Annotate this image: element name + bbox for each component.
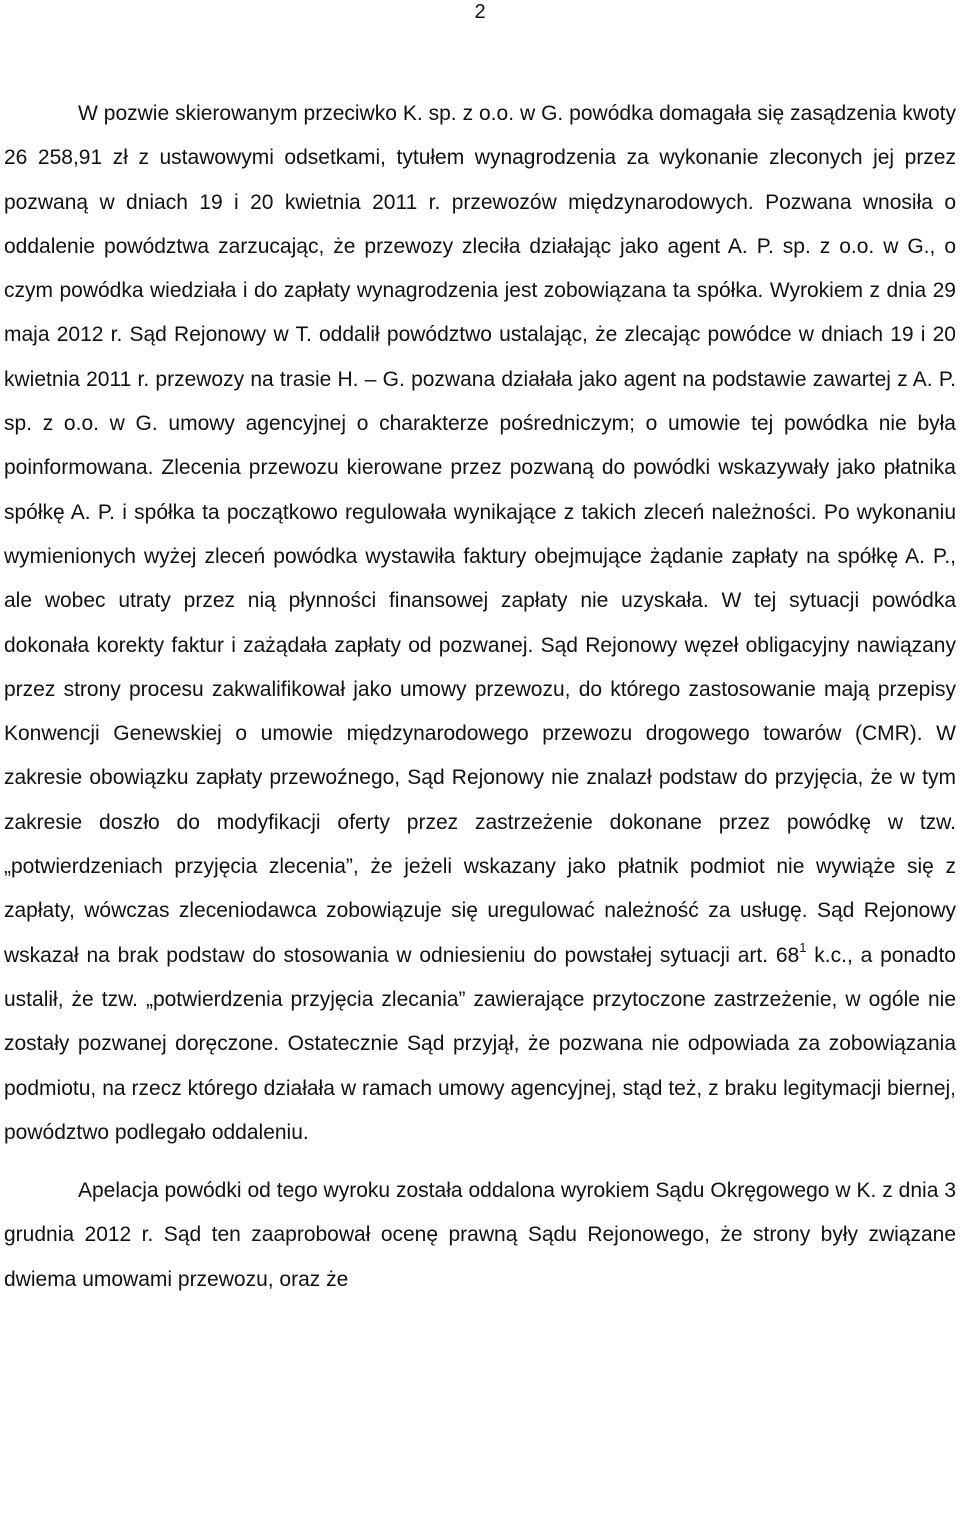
paragraph-2: Apelacja powódki od tego wyroku została oddalona wyrokiem Sądu Okręgowego w K. z dnia 3 grudnia 2012 r. Sąd ten zaaprobował ocenę prawną Sądu Rejonowego, że strony były związane dwiema umowami przewozu, oraz że: [4, 1179, 956, 1291]
superscript-1: 1: [799, 939, 807, 955]
paragraph-1-continuation: k.c., a ponadto ustalił, że tzw. „potwierdzenia przyjęcia zlecania” zawierające przytoczone zastrzeżenie, w ogóle nie zostały pozwanej doręczone. Ostatecznie Sąd przyjął, że pozwana nie odpowiada za zobowiązania podmiotu, na rzecz którego działała w ramach umowy agencyjnej, stąd też, z braku legitymacji biernej, powództwo podlegało oddaleniu.: [4, 943, 956, 1144]
paragraph-1-text: W pozwie skierowanym przeciwko K. sp. z o.o. w G. powódka domagała się zasądzenia kwoty 26 258,91 zł z ustawowymi odsetkami, tytułem wynagrodzenia za wykonanie zleconych jej przez pozwaną w dniach 19 i 20 kwietnia 2011 r. przewozów międzynarodowych. Pozwana wnosiła o oddalenie powództwa zarzucając, że przewozy zleciła działając jako agent A. P. sp. z o.o. w G., o czym powódka wiedziała i do zapłaty wynagrodzenia jest zobowiązana ta spółka. Wyrokiem z dnia 29 maja 2012 r. Sąd Rejonowy w T. oddalił powództwo ustalając, że zlecając powódce w dniach 19 i 20 kwietnia 2011 r. przewozy na trasie H. – G. pozwana działała jako agent na podstawie zawartej z A. P. sp. z o.o. w G. umowy agencyjnej o charakterze pośredniczym; o umowie tej powódka nie była poinformowana. Zlecenia przewozu kierowane przez pozwaną do powódki wskazywały jako płatnika spółkę A. P. i spółka ta początkowo regulowała wynikające z takich zleceń należności. Po wykonaniu wymienionych wyżej zleceń powódka wystawiła faktury obejmujące żądanie zapłaty na spółkę A. P., ale wobec utraty przez nią płynności finansowej zapłaty nie uzyskała. W tej sytuacji powódka dokonała korekty faktur i zażądała zapłaty od pozwanej. Sąd Rejonowy węzeł obligacyjny nawiązany przez strony procesu zakwalifikował jako umowy przewozu, do którego zastosowanie mają przepisy Konwencji Genewskiej o umowie międzynarodowego przewozu drogowego towarów (CMR). W zakresie obowiązku zapłaty przewoźnego, Sąd Rejonowy nie znalazł podstaw do przyjęcia, że w tym zakresie doszło do modyfikacji oferty przez zastrzeżenie dokonane przez powódkę w tzw. „potwierdzeniach przyjęcia zlecenia”, że jeżeli wskazany jako płatnik podmiot nie wywiąże się z zapłaty, wówczas zleceniodawca zobowiązuje się uregulować należność za usługę. Sąd Rejonowy wskazał na brak podstaw do stosowania w odniesieniu do powstałej sytuacji art. 68: [4, 102, 956, 967]
paragraph-1: [4, 92, 956, 1155]
page-number: 2: [474, 1, 486, 23]
document-body: [4, 92, 956, 1302]
